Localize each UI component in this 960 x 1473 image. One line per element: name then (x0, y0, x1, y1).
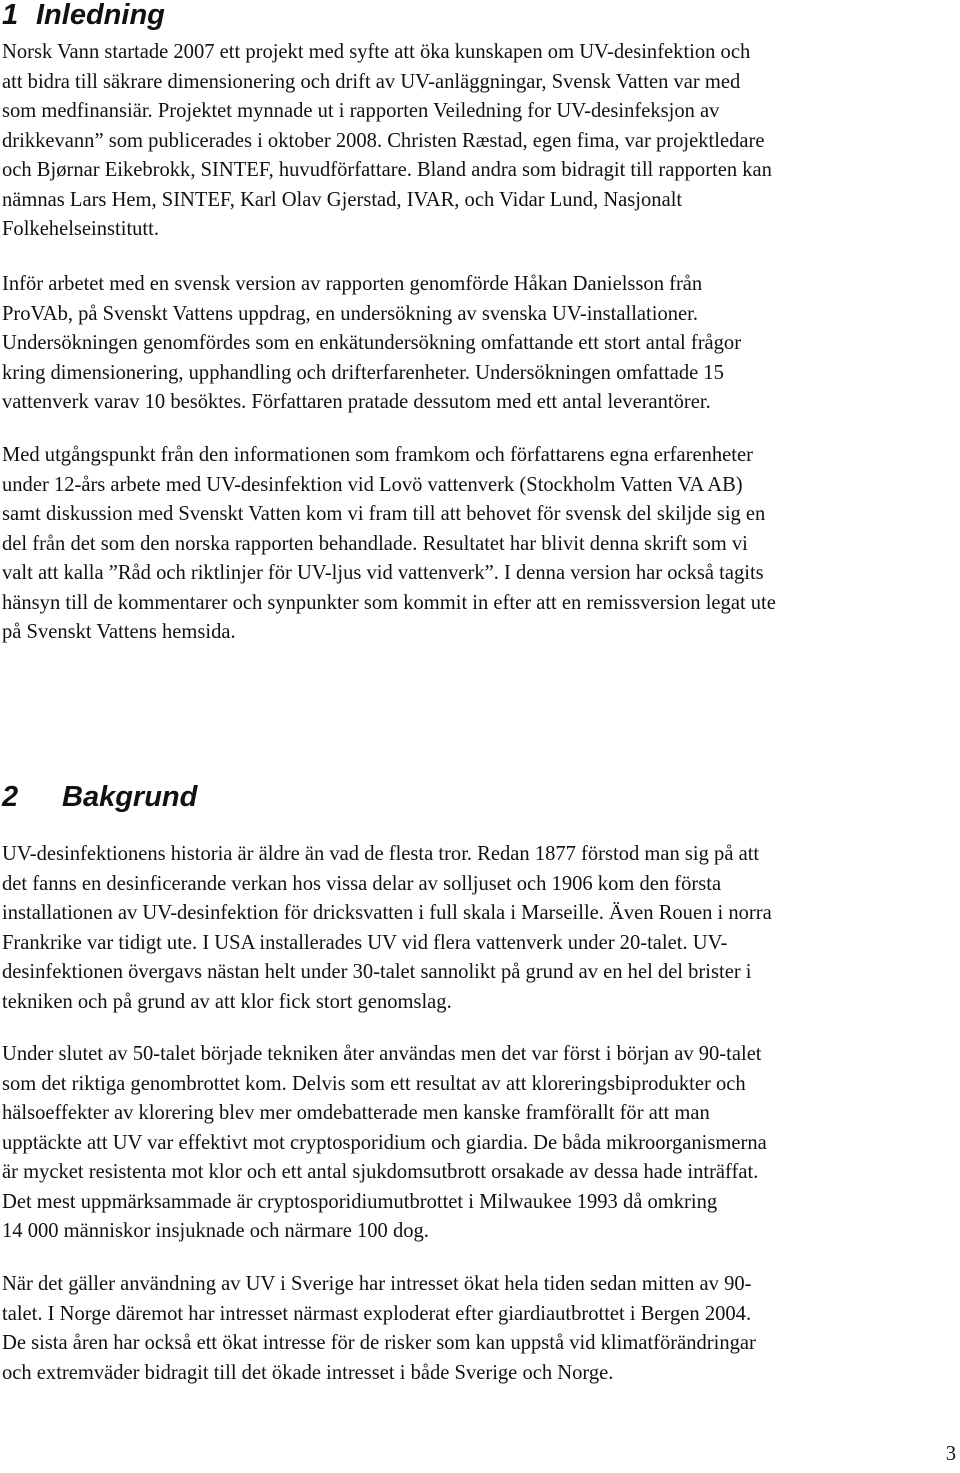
text-line: och Bjørnar Eikebrokk, SINTEF, huvudförfattare. Bland andra som bidragit till rapporten kan (2, 159, 772, 181)
text-line: är mycket resistenta mot klor och ett antal sjukdomsutbrott orsakade av dessa hade inträffat. (2, 1161, 759, 1183)
text-line: Norsk Vann startade 2007 ett projekt med syfte att öka kunskapen om UV-desinfektion och (2, 41, 751, 63)
text-line: 14 000 människor insjuknade och närmare 100 dog. (2, 1220, 429, 1242)
section-title: Bakgrund (62, 781, 198, 813)
text-line: drikkevann” som publicerades i oktober 2008. Christen Ræstad, egen fima, var projektledare (2, 129, 765, 152)
text-line: som det riktiga genombrottet kom. Delvis som ett resultat av att kloreringsbiprodukter och (2, 1072, 746, 1095)
text-line: vattenverk varav 10 besöktes. Författaren pratade dessutom med ett antal leverantörer. (2, 391, 711, 413)
section-heading-2 (2, 780, 197, 814)
text-line: att bidra till säkrare dimensionering och drift av UV-anläggningar, Svensk Vatten var med (2, 70, 741, 93)
text-line: tekniken och på grund av att klor fick stort genomslag. (2, 990, 452, 1013)
paragraph (2, 38, 958, 245)
text-line: Med utgångspunkt från den informationen som framkom och författarens egna erfarenheter (2, 444, 753, 466)
text-line: hänsyn till de kommentarer och synpunkter som kommit in efter att en remissversion legat ute (2, 591, 776, 614)
text-line: Det mest uppmärksammade är cryptosporidiumutbrottet i Milwaukee 1993 då omkring (2, 1190, 718, 1213)
paragraph (2, 1270, 958, 1388)
text-line: När det gäller användning av UV i Sverige har intresset ökat hela tiden sedan mitten av 90- (2, 1273, 752, 1295)
text-line: Folkehelseinstitutt. (2, 218, 159, 240)
text-line: och extremväder bidragit till det ökade intresset i både Sverige och Norge. (2, 1361, 614, 1384)
text-line: installationen av UV-desinfektion för dricksvatten i full skala i Marseille. Även Rouen i norra (2, 902, 772, 924)
text-line: Frankrike var tidigt ute. I USA installerades UV vid flera vattenverk under 20-talet. UV- (2, 931, 728, 954)
text-line: talet. I Norge däremot har intresset närmast exploderat efter giardiautbrottet i Bergen 2004. (2, 1302, 752, 1325)
text-line: på Svenskt Vattens hemsida. (2, 621, 236, 643)
paragraph (2, 840, 958, 1017)
text-line: som medfinansiär. Projektet mynnade ut i rapporten Veiledning for UV-desinfeksjon av (2, 100, 720, 122)
text-line: desinfektionen övergavs nästan helt under 30-talet sannolikt på grund av en hel del brister i (2, 961, 752, 983)
section-heading-1 (2, 0, 165, 32)
paragraph (2, 1040, 958, 1247)
page-number: 3 (945, 1443, 956, 1465)
text-line: hälsoeffekter av klorering blev mer omdebatterade men kanske framförallt för att man (2, 1102, 710, 1124)
text-line: upptäckte att UV var effektivt mot cryptosporidium och giardia. De båda mikroorganismerna (2, 1131, 767, 1154)
text-line: del från det som den norska rapporten behandlade. Resultatet har blivit denna skrift som vi (2, 532, 748, 555)
text-line: ProVAb, på Svenskt Vattens uppdrag, en undersökning av svenska UV-installationer. (2, 302, 698, 325)
section-number: 2 (2, 781, 19, 813)
text-line: Under slutet av 50-talet började tekniken åter användas men det var först i början av 90-talet (2, 1043, 762, 1065)
text-line: De sista åren har också ett ökat intresse för de risker som kan uppstå vid klimatförändringar (2, 1332, 756, 1354)
text-line: nämnas Lars Hem, SINTEF, Karl Olav Gjerstad, IVAR, och Vidar Lund, Nasjonalt (2, 188, 683, 211)
text-line: det fanns en desinficerande verkan hos vissa delar av solljuset och 1906 kom den första (2, 872, 722, 895)
section-number: 1 (2, 0, 19, 31)
paragraph (2, 270, 958, 418)
text-line: kring dimensionering, upphandling och drifterfarenheter. Undersökningen omfattade 15 (2, 361, 724, 384)
text-line: valt att kalla ”Råd och riktlinjer för UV-ljus vid vattenverk”. I denna version har också tagits (2, 562, 764, 584)
text-line: samt diskussion med Svenskt Vatten kom vi fram till att behovet för svensk del skiljde sig en (2, 503, 766, 525)
text-line: Undersökningen genomfördes som en enkätundersökning omfattande ett stort antal frågor (2, 332, 742, 354)
text-line: UV-desinfektionens historia är äldre än vad de flesta tror. Redan 1877 förstod man sig på att (2, 843, 760, 865)
section-title: Inledning (36, 0, 165, 31)
text-line: Inför arbetet med en svensk version av rapporten genomförde Håkan Danielsson från (2, 273, 703, 295)
paragraph (2, 441, 958, 648)
text-line: under 12-års arbete med UV-desinfektion vid Lovö vattenverk (Stockholm Vatten VA AB) (2, 473, 743, 496)
